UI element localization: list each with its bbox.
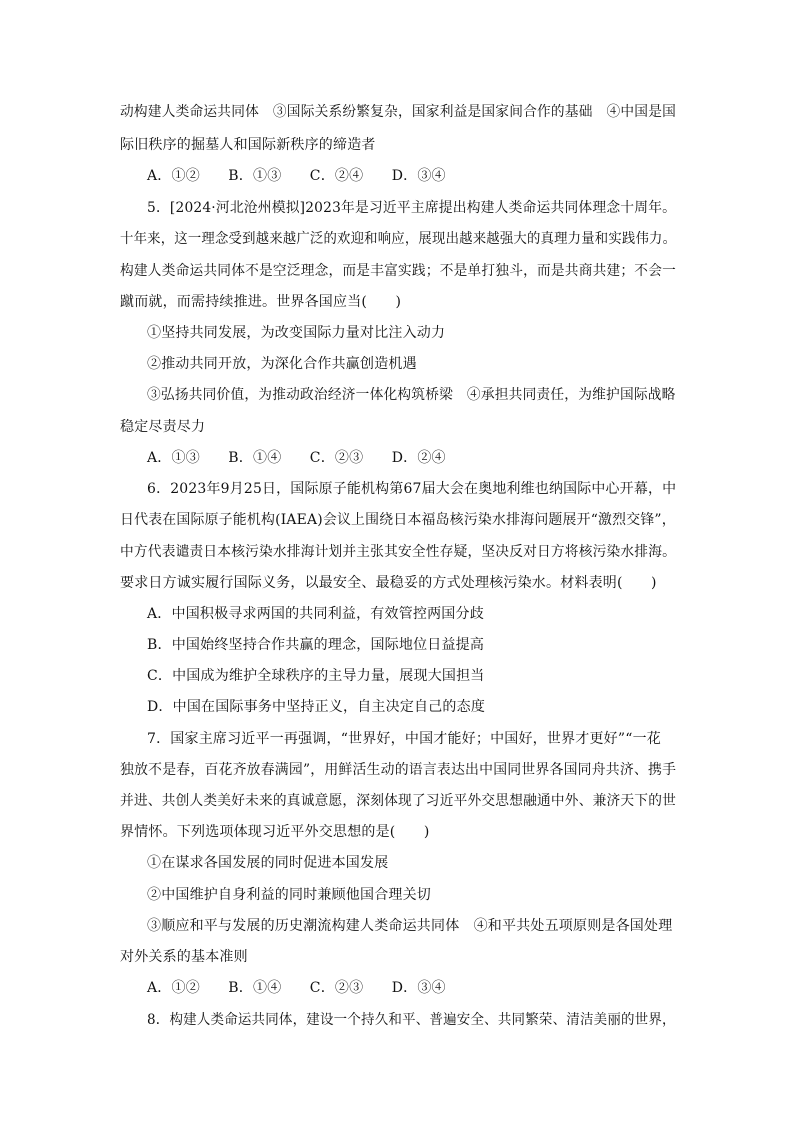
text-line: 界情怀。下列选项体现习近平外交思想的是( ) [120, 824, 430, 840]
question-5-stem: 5．[2024·河北沧州模拟]2023年是习近平主席提出构建人类命运共同体理念十周年。 [147, 200, 677, 216]
statement-item: ①坚持共同发展，为改变国际力量对比注入动力 [147, 325, 446, 341]
text-line: 稳定尽责尽力 [120, 419, 206, 435]
text-line: 际旧秩序的掘墓人和国际新秩序的缔造者 [120, 137, 376, 153]
choice-a: A．中国积极寻求两国的共同利益，有效管控两国分歧 [147, 606, 484, 622]
answer-options: A．①③ B．①④ C．②③ D．②④ [147, 450, 446, 466]
statement-item: ②中国维护自身利益的同时兼顾他国合理关切 [147, 887, 431, 903]
statement-item: ③顺应和平与发展的历史潮流构建人类命运共同体 ④和平共处五项原则是各国处理 [147, 918, 673, 934]
text-line: 动构建人类命运共同体 ③国际关系纷繁复杂，国家利益是国家间合作的基础 ④中国是国 [120, 104, 677, 120]
answer-options: A．①② B．①③ C．②④ D．③④ [147, 168, 446, 184]
choice-d: D．中国在国际事务中坚持正义，自主决定自己的态度 [147, 699, 486, 715]
answer-options: A．①② B．①④ C．②③ D．③④ [147, 980, 446, 996]
text-line: 中方代表谴责日本核污染水排海计划并主张其安全性存疑，坚决反对日方将核污染水排海。 [120, 544, 677, 560]
question-7-stem: 7．国家主席习近平一再强调，“世界好，中国才能好；中国好，世界才更好”“一花 [147, 731, 661, 747]
statement-item: ②推动共同开放，为深化合作共赢创造机遇 [147, 356, 417, 372]
question-8-stem: 8．构建人类命运共同体，建设一个持久和平、普遍安全、共同繁荣、清洁美丽的世界， [147, 1012, 676, 1028]
text-line: 要求日方诚实履行国际义务，以最安全、最稳妥的方式处理核污染水。材料表明( ) [120, 575, 657, 591]
text-line: 蹴而就，而需持续推进。世界各国应当( ) [120, 294, 402, 310]
text-line: 构建人类命运共同体不是空泛理念，而是丰富实践；不是单打独斗，而是共商共建；不会一 [120, 263, 677, 279]
text-line: 独放不是春，百花齐放春满园”，用鲜活生动的语言表达出中国同世界各国同舟共济、携手 [120, 762, 677, 778]
question-6-stem: 6．2023年9月25日，国际原子能机构第67届大会在奥地利维也纳国际中心开幕，中 [147, 481, 677, 497]
text-line: 对外关系的基本准则 [120, 949, 248, 965]
statement-item: ①在谋求各国发展的同时促进本国发展 [147, 855, 389, 871]
text-line: 并进、共创人类美好未来的真诚意愿，深刻体现了习近平外交思想融通中外、兼济天下的世 [120, 793, 677, 809]
text-line: 十年来，这一理念受到越来越广泛的欢迎和响应，展现出越来越强大的真理力量和实践伟力。 [120, 231, 677, 247]
choice-c: C．中国成为维护全球秩序的主导力量，展现大国担当 [147, 668, 485, 684]
statement-item: ③弘扬共同价值，为推动政治经济一体化构筑桥梁 ④承担共同责任，为维护国际战略 [147, 387, 676, 403]
text-line: 日代表在国际原子能机构(IAEA)会议上围绕日本福岛核污染水排海问题展开“激烈交锋”， [120, 512, 676, 528]
choice-b: B．中国始终坚持合作共赢的理念，国际地位日益提高 [147, 637, 485, 653]
